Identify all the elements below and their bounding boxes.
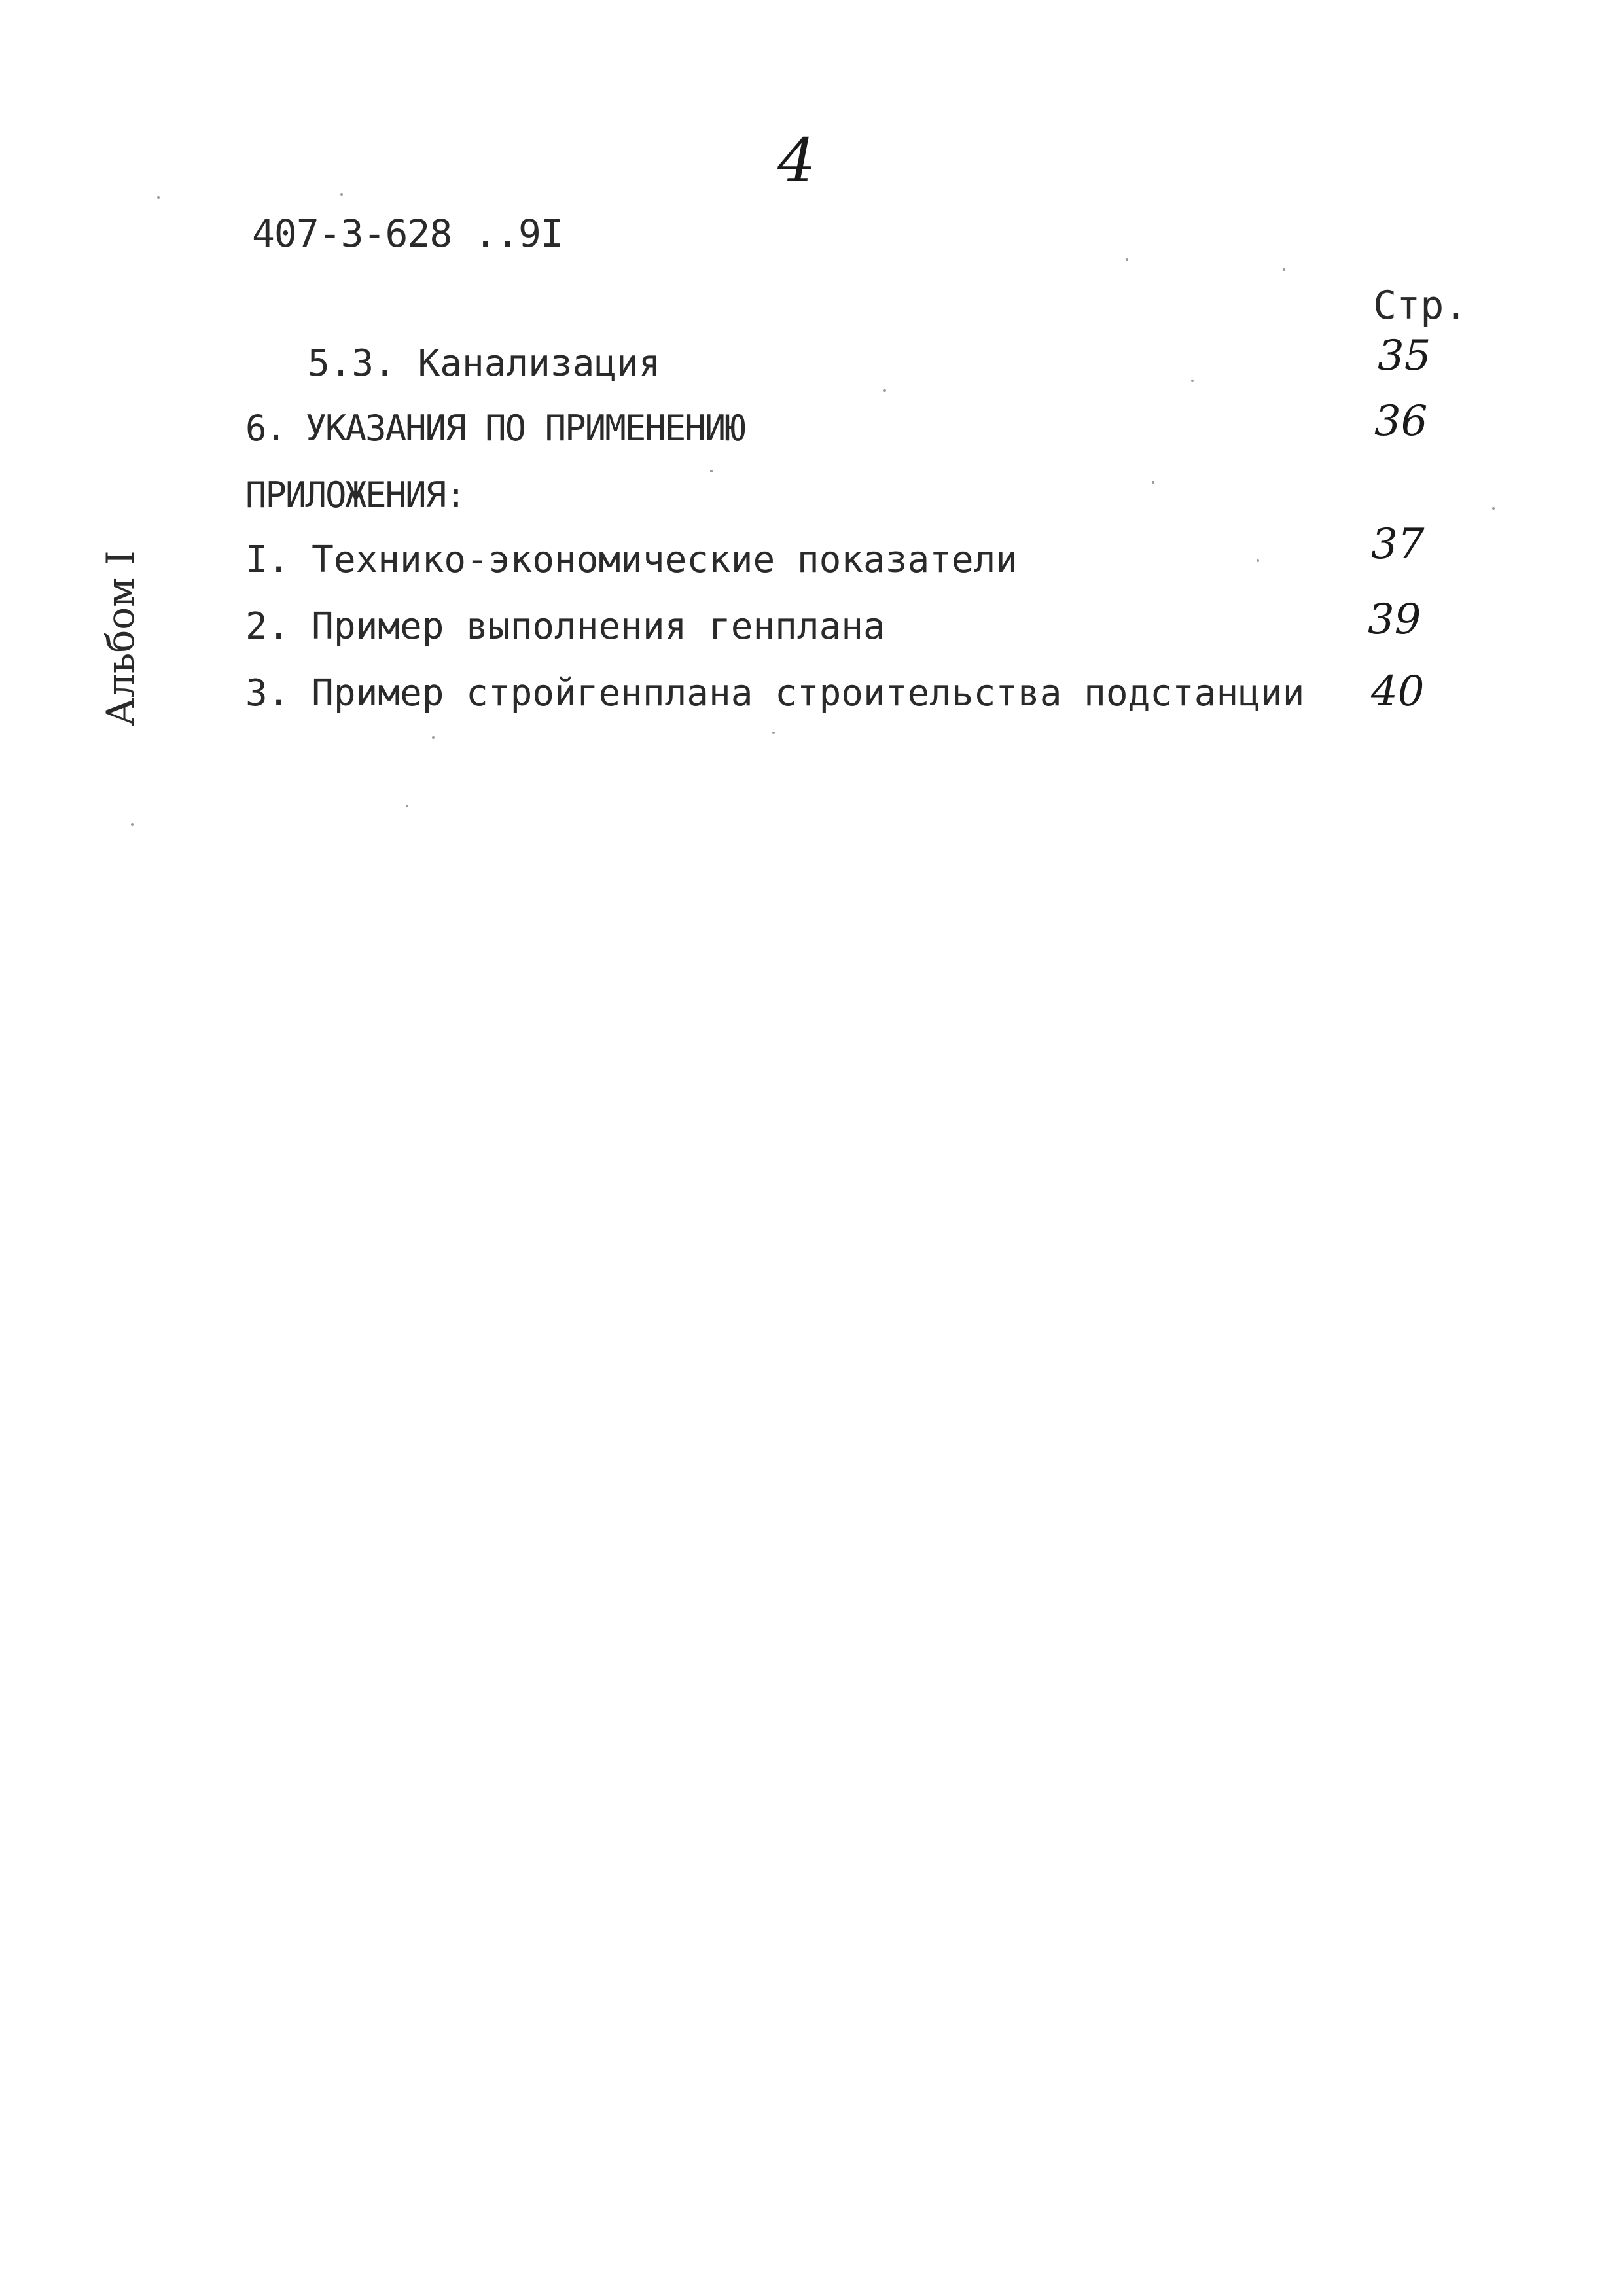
scan-speck [1492, 507, 1495, 510]
document-code: 407-3-628 ..9I [252, 211, 563, 256]
toc-page-application-guidelines: 36 [1374, 397, 1428, 446]
scan-speck [1191, 380, 1194, 382]
scan-speck [432, 736, 435, 739]
toc-entry-technical-economic-indicators: I. Технико-экономические показатели [245, 539, 1018, 581]
scan-speck [1283, 268, 1285, 271]
scan-speck [883, 389, 886, 392]
scan-speck [1126, 258, 1128, 261]
toc-entry-general-plan-example: 2. Пример выполнения генплана [245, 605, 885, 648]
scan-speck [772, 732, 775, 734]
scan-speck [157, 196, 160, 199]
side-album-label-text: Альбом I [98, 550, 143, 726]
toc-page-general-plan-example: 39 [1368, 595, 1421, 644]
toc-page-sewerage: 35 [1378, 332, 1431, 380]
scan-speck [1257, 559, 1259, 562]
page-column-header: Стр. [1373, 283, 1468, 328]
toc-page-technical-economic-indicators: 37 [1371, 520, 1425, 569]
scan-speck [131, 823, 134, 826]
scan-speck [1152, 481, 1154, 484]
toc-page-construction-plan-example: 40 [1371, 667, 1425, 716]
toc-entry-sewerage: 5.3. Канализация [308, 342, 661, 385]
scan-speck [710, 470, 713, 472]
toc-entry-construction-plan-example: 3. Пример стройгенплана строительства подстанции [245, 672, 1305, 715]
scan-speck [340, 193, 343, 196]
toc-heading-appendices: ПРИЛОЖЕНИЯ: [245, 474, 465, 516]
scan-speck [406, 805, 408, 807]
toc-entry-application-guidelines: 6. УКАЗАНИЯ ПО ПРИМЕНЕНИЮ [245, 408, 745, 449]
handwritten-page-number: 4 [777, 126, 816, 196]
